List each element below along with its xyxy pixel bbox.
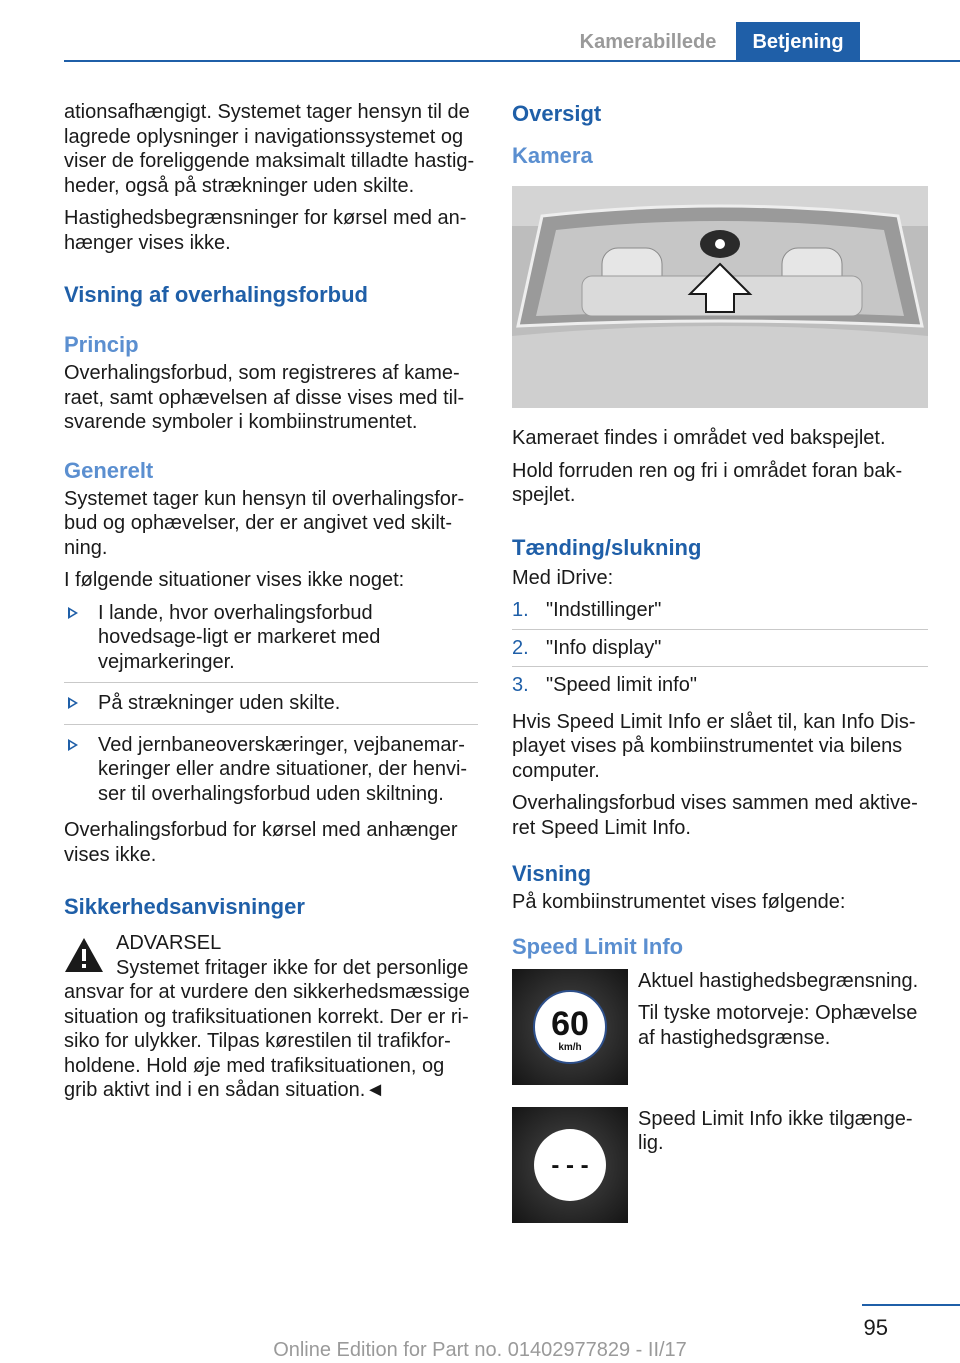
list-item: 2. "Info display" bbox=[512, 636, 928, 668]
list-item: 1. "Indstillinger" bbox=[512, 598, 928, 630]
speed-limit-description bbox=[638, 969, 930, 1059]
heading-safety: Sikkerhedsanvisninger bbox=[64, 894, 305, 919]
triangle-bullet-icon bbox=[68, 739, 78, 751]
warning-text-first: Systemet fritager ikke for det personlige bbox=[116, 956, 469, 979]
heading-principle: Princip bbox=[64, 332, 139, 357]
heading-general: Generelt bbox=[64, 457, 154, 483]
heading-overtaking: Visning af overhalingsforbud bbox=[64, 282, 368, 307]
warning-title: ADVARSEL bbox=[116, 932, 222, 954]
list-item: I lande, hvor overhalingsforbud hovedsage‐ligt er markeret med vejmarkeringer. bbox=[64, 601, 478, 684]
left-column bbox=[64, 100, 478, 1103]
sli-current-limit: Aktuel hastighedsbegrænsning. bbox=[638, 969, 919, 992]
page-number: 95 bbox=[863, 1315, 888, 1340]
list-item: På strækninger uden skilte. bbox=[64, 691, 478, 725]
tab-betjening[interactable]: Betjening bbox=[736, 22, 860, 62]
page-header bbox=[0, 0, 960, 62]
sign-dashes: - - - bbox=[551, 1151, 589, 1179]
step-number: 2. bbox=[512, 636, 529, 659]
tab-kamerabillede[interactable]: Kamerabillede bbox=[579, 31, 717, 53]
paragraph-camera-clean: Hold forruden ren og fri i området foran bak‐spejlet. bbox=[512, 459, 903, 506]
paragraph-general: Systemet tager kun hensyn til overhalingsfor‐bud og ophævelser, der er angivet ved skilt‐ning. bbox=[64, 487, 465, 559]
paragraph-trailer-overtaking: Overhalingsforbud for kørsel med anhænger vises ikke. bbox=[64, 819, 458, 866]
speed-limit-unavailable-icon bbox=[512, 1107, 628, 1223]
triangle-bullet-icon bbox=[68, 607, 78, 619]
paragraph-display: På kombiinstrumentet vises følgende: bbox=[512, 891, 846, 913]
list-item: Ved jernbaneoverskæringer, vejbanemar‐keringer eller andre situationer, der henvi‐ser til overhalingsforbud uden skiltning. bbox=[64, 733, 478, 815]
steps-list bbox=[512, 598, 928, 704]
sli-unavailable: Speed Limit Info ikke tilgænge‐lig. bbox=[638, 1107, 913, 1154]
situations-list bbox=[64, 601, 478, 815]
speed-limit-row bbox=[512, 1107, 928, 1223]
warning-text: ansvar for at vurdere den sikkerhedsmæssige situation og trafiksituationen korrekt. Der er ri‐siko for ulykker. Tilpas kørestilen til trafikfor‐holdene. Hold øje med trafiksituationen, og grib aktivt ind i en sådan situation.◄ bbox=[64, 981, 470, 1101]
paragraph-intro: ationsafhængigt. Systemet tager hensyn til de lagrede oplysninger i navigationssystemet og viser de foreliggende maksimalt tilladte hastig‐heder, også på strækninger uden skilte. bbox=[64, 101, 475, 197]
triangle-bullet-icon bbox=[68, 697, 78, 709]
paragraph-trailer-speed: Hastighedsbegrænsninger for kørsel med an‐hænger vises ikke. bbox=[64, 207, 467, 254]
header-divider bbox=[64, 60, 960, 62]
speed-limit-60-icon bbox=[512, 969, 628, 1085]
warning-icon bbox=[64, 937, 104, 973]
heading-on-off: Tænding/slukning bbox=[512, 534, 702, 560]
heading-overview: Oversigt bbox=[512, 101, 602, 126]
footer-edition: Online Edition for Part no. 01402977829 - II/17 bbox=[273, 1339, 687, 1361]
paragraph-principle: Overhalingsforbud, som registreres af kame‐raet, samt ophævelsen af disse vises med til‐svarende symboler i kombiinstrumentet. bbox=[64, 362, 465, 433]
camera-location-image bbox=[512, 186, 928, 408]
paragraph-camera-location: Kameraet findes i området ved bakspejlet. bbox=[512, 427, 886, 449]
heading-display: Visning bbox=[512, 861, 592, 886]
paragraph-nothing-shown: I følgende situationer vises ikke noget: bbox=[64, 569, 405, 591]
paragraph-sli-on: Hvis Speed Limit Info er slået til, kan Info Dis‐playet vises på kombiinstrumentet via bilens computer. bbox=[512, 710, 916, 782]
list-item: 3. "Speed limit info" bbox=[512, 674, 697, 696]
step-number: 1. bbox=[512, 599, 529, 621]
paragraph-sli-active: Overhalingsforbud vises sammen med aktive‐ret Speed Limit Info. bbox=[512, 792, 918, 839]
footer-divider bbox=[862, 1304, 960, 1306]
speed-limit-row bbox=[512, 969, 928, 1085]
warning-box bbox=[64, 931, 478, 980]
heading-camera: Kamera bbox=[512, 143, 593, 168]
sli-autobahn: Til tyske motorveje: Ophævelse af hastighedsgrænse. bbox=[638, 1002, 918, 1049]
heading-speed-limit-info: Speed Limit Info bbox=[512, 933, 684, 959]
right-column bbox=[512, 100, 928, 1223]
step-number: 3. bbox=[512, 674, 529, 696]
sign-speed-value: 60 bbox=[551, 1004, 589, 1043]
speed-limit-description bbox=[638, 1107, 930, 1164]
paragraph-idrive: Med iDrive: bbox=[512, 566, 614, 589]
sign-speed-unit: km/h bbox=[558, 1041, 582, 1053]
